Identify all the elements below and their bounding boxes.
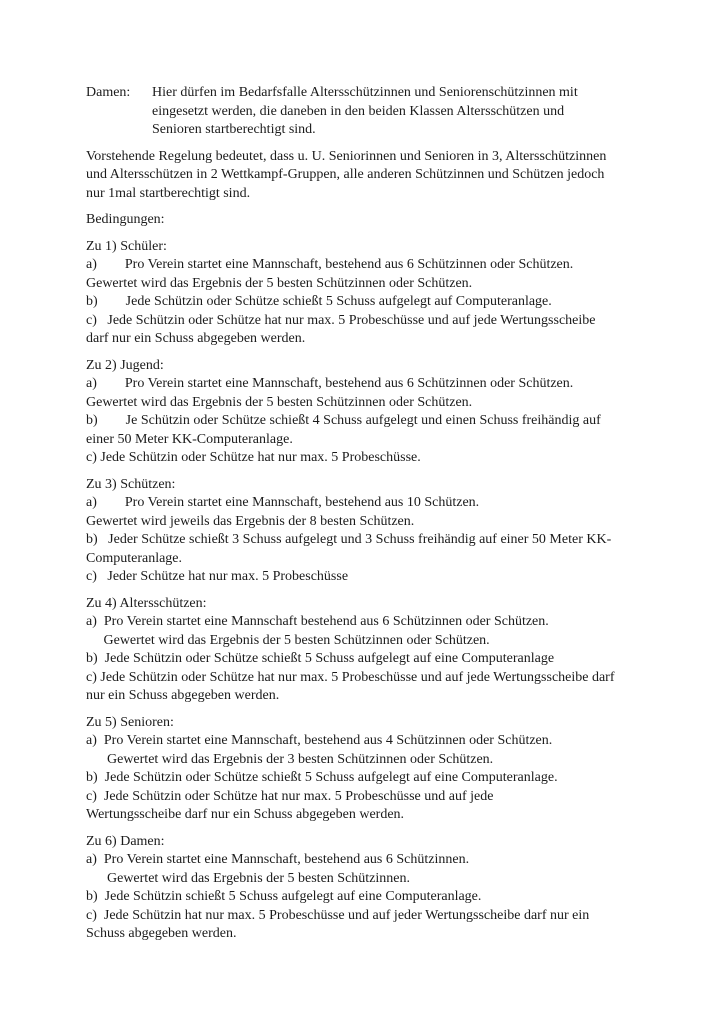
text-line: c) Jede Schützin oder Schütze hat nur max. 5 Probeschüsse und auf jede bbox=[86, 788, 494, 804]
text-line: a) Pro Verein startet eine Mannschaft, bestehend aus 4 Schützinnen oder Schützen. bbox=[86, 733, 553, 748]
text-line: b) Jede Schützin oder Schütze schießt 5 Schuss aufgelegt auf eine Computeranlage. bbox=[86, 770, 558, 785]
text-line: c) Jede Schützin hat nur max. 5 Probeschüsse und auf jeder Wertungsscheibe darf nur ein bbox=[86, 907, 590, 923]
text-line: c) Jeder Schütze hat nur max. 5 Probeschüsse bbox=[86, 569, 349, 584]
text-line: c) Jede Schützin oder Schütze hat nur max. 5 Probeschüsse und auf jede Wertungsscheibe darf bbox=[86, 669, 615, 685]
text-line: a) Pro Verein startet eine Mannschaft, bestehend aus 6 Schützinnen. bbox=[86, 852, 470, 867]
paragraph bbox=[86, 357, 654, 468]
paragraph bbox=[86, 238, 654, 349]
text-line: Hier dürfen im Bedarfsfalle Altersschützinnen und Seniorenschützinnen mit bbox=[152, 85, 578, 100]
text-line: Gewertet wird jeweils das Ergebnis der 8 besten Schützen. bbox=[86, 513, 415, 529]
text-line: b) Jede Schützin schießt 5 Schuss aufgelegt auf eine Computeranlage. bbox=[86, 889, 482, 904]
paragraph bbox=[86, 476, 654, 587]
paragraph bbox=[86, 211, 654, 230]
text-line: b) Je Schützin oder Schütze schießt 4 Schuss aufgelegt und einen Schuss freihändig auf bbox=[86, 413, 601, 428]
text-line: Zu 5) Senioren: bbox=[86, 714, 174, 730]
text-line: Zu 6) Damen: bbox=[86, 833, 165, 849]
text-line: b) Jeder Schütze schießt 3 Schuss aufgelegt und 3 Schuss freihändig auf einer 50 Meter KK- bbox=[86, 532, 612, 547]
text-line: nur 1mal startberechtigt sind. bbox=[86, 185, 251, 201]
paragraph bbox=[86, 714, 654, 825]
text-line: Gewertet wird das Ergebnis der 5 besten Schützinnen oder Schützen. bbox=[86, 275, 473, 291]
text-line: Bedingungen: bbox=[86, 212, 165, 227]
text-line: a) Pro Verein startet eine Mannschaft, bestehend aus 6 Schützinnen oder Schützen. bbox=[86, 376, 574, 391]
text-line: einer 50 Meter KK-Computeranlage. bbox=[86, 431, 293, 447]
hanging-paragraph bbox=[86, 84, 654, 140]
text-line: c) Jede Schützin oder Schütze hat nur max. 5 Probeschüsse. bbox=[86, 450, 421, 465]
text-line: Senioren startberechtigt sind. bbox=[152, 122, 316, 137]
text-line: b) Jede Schützin oder Schütze schießt 5 Schuss aufgelegt auf eine Computeranlage bbox=[86, 651, 555, 666]
text-line: Vorstehende Regelung bedeutet, dass u. U. Seniorinnen und Senioren in 3, Altersschützinnen bbox=[86, 148, 607, 164]
paragraph bbox=[86, 148, 654, 204]
text-line: Zu 4) Altersschützen: bbox=[86, 595, 207, 611]
text-line: Zu 1) Schüler: bbox=[86, 238, 167, 254]
paragraph bbox=[86, 595, 654, 706]
text-line: Wertungsscheibe darf nur ein Schuss abgegeben werden. bbox=[86, 807, 405, 822]
text-line: Zu 3) Schützen: bbox=[86, 476, 176, 492]
document-body bbox=[86, 84, 654, 944]
paragraph bbox=[86, 833, 654, 944]
text-line: b) Jede Schützin oder Schütze schießt 5 Schuss aufgelegt auf Computeranlage. bbox=[86, 294, 552, 309]
text-line: Zu 2) Jugend: bbox=[86, 357, 164, 373]
text-line: a) Pro Verein startet eine Mannschaft, bestehend aus 6 Schützinnen oder Schützen. bbox=[86, 257, 574, 272]
text-line: eingesetzt werden, die daneben in den beiden Klassen Altersschützen und bbox=[152, 103, 565, 119]
text-line: und Altersschützen in 2 Wettkampf-Gruppen, alle anderen Schützinnen und Schützen jedoch bbox=[86, 167, 605, 182]
text-line: Gewertet wird das Ergebnis der 3 besten Schützinnen oder Schützen. bbox=[86, 751, 494, 767]
text-line: Gewertet wird das Ergebnis der 5 besten Schützinnen. bbox=[86, 870, 410, 886]
text-line: Schuss abgegeben werden. bbox=[86, 926, 237, 941]
text-line: a) Pro Verein startet eine Mannschaft, bestehend aus 10 Schützen. bbox=[86, 495, 480, 510]
text-line: c) Jede Schützin oder Schütze hat nur max. 5 Probeschüsse und auf jede Wertungsscheibe bbox=[86, 312, 596, 328]
text-line: Computeranlage. bbox=[86, 550, 183, 566]
text-line: a) Pro Verein startet eine Mannschaft bestehend aus 6 Schützinnen oder Schützen. bbox=[86, 614, 549, 629]
paragraph-text bbox=[152, 84, 654, 140]
paragraph-label: Damen: bbox=[86, 85, 131, 100]
text-line: Gewertet wird das Ergebnis der 5 besten Schützinnen oder Schützen. bbox=[86, 394, 473, 410]
text-line: nur ein Schuss abgegeben werden. bbox=[86, 688, 280, 703]
text-line: darf nur ein Schuss abgegeben werden. bbox=[86, 331, 306, 346]
text-line: Gewertet wird das Ergebnis der 5 besten Schützinnen oder Schützen. bbox=[86, 632, 490, 648]
